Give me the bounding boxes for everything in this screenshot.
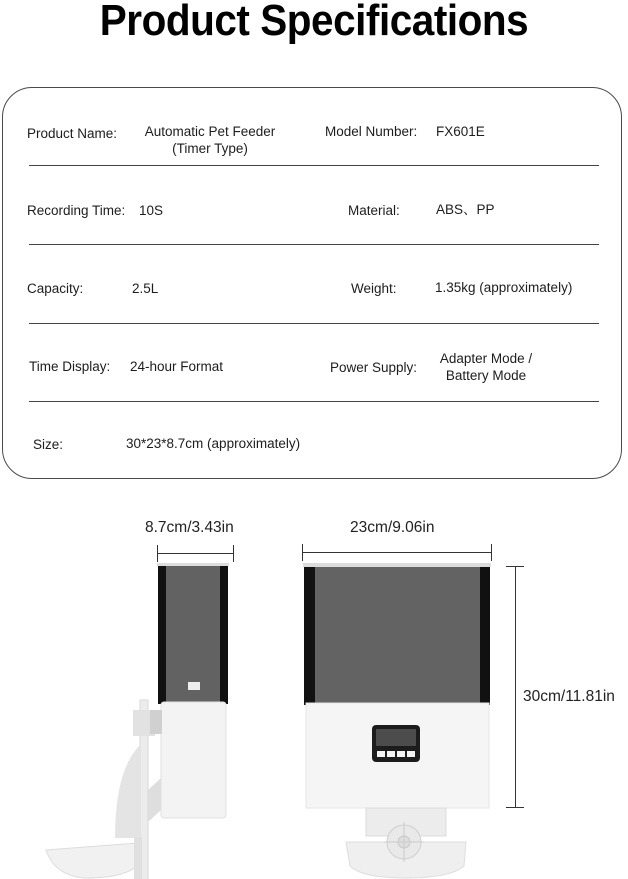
depth-dimension-label: 8.7cm/3.43in — [145, 519, 234, 536]
divider-1 — [29, 165, 599, 166]
depth-dimension-line — [157, 553, 234, 554]
size-value: 30*23*8.7cm (approximately) — [126, 436, 301, 451]
page-title: Product Specifications — [99, 0, 529, 45]
spec-card — [2, 87, 622, 479]
weight-value: 1.35kg (approximately) — [435, 280, 573, 295]
width-dimension-label: 23cm/9.06in — [350, 519, 435, 536]
size-label: Size: — [33, 437, 64, 452]
power-supply-label: Power Supply: — [330, 360, 418, 375]
product-name-value-line2: (Timer Type) — [172, 141, 248, 156]
capacity-label: Capacity: — [27, 281, 84, 296]
product-name-value-line1: Automatic Pet Feeder — [144, 124, 276, 139]
recording-time-label: Recording Time: — [27, 203, 126, 218]
power-supply-value-line1: Adapter Mode / — [439, 351, 533, 366]
height-dimension-line — [515, 566, 516, 807]
product-name-label: Product Name: — [27, 126, 118, 141]
model-number-label: Model Number: — [325, 124, 418, 139]
height-dimension-tick-bottom — [506, 807, 524, 808]
model-number-value: FX601E — [436, 124, 485, 139]
weight-label: Weight: — [351, 281, 397, 296]
width-dimension-line — [302, 552, 491, 553]
divider-3 — [29, 323, 599, 324]
material-label: Material: — [348, 203, 400, 218]
feeder-front-view-image — [300, 562, 500, 879]
feeder-side-view-image — [30, 560, 250, 879]
width-dimension-tick-left — [302, 544, 303, 561]
capacity-value: 2.5L — [132, 281, 159, 296]
time-display-label: Time Display: — [29, 359, 111, 374]
power-supply-value-line2: Battery Mode — [445, 368, 527, 383]
material-value: ABS、PP — [436, 202, 495, 217]
height-dimension-tick-top — [506, 566, 524, 567]
height-dimension-label: 30cm/11.81in — [523, 688, 615, 705]
time-display-value: 24-hour Format — [130, 359, 224, 374]
width-dimension-tick-right — [491, 544, 492, 561]
divider-2 — [29, 244, 599, 245]
recording-time-value: 10S — [139, 203, 164, 218]
divider-4 — [29, 401, 599, 402]
